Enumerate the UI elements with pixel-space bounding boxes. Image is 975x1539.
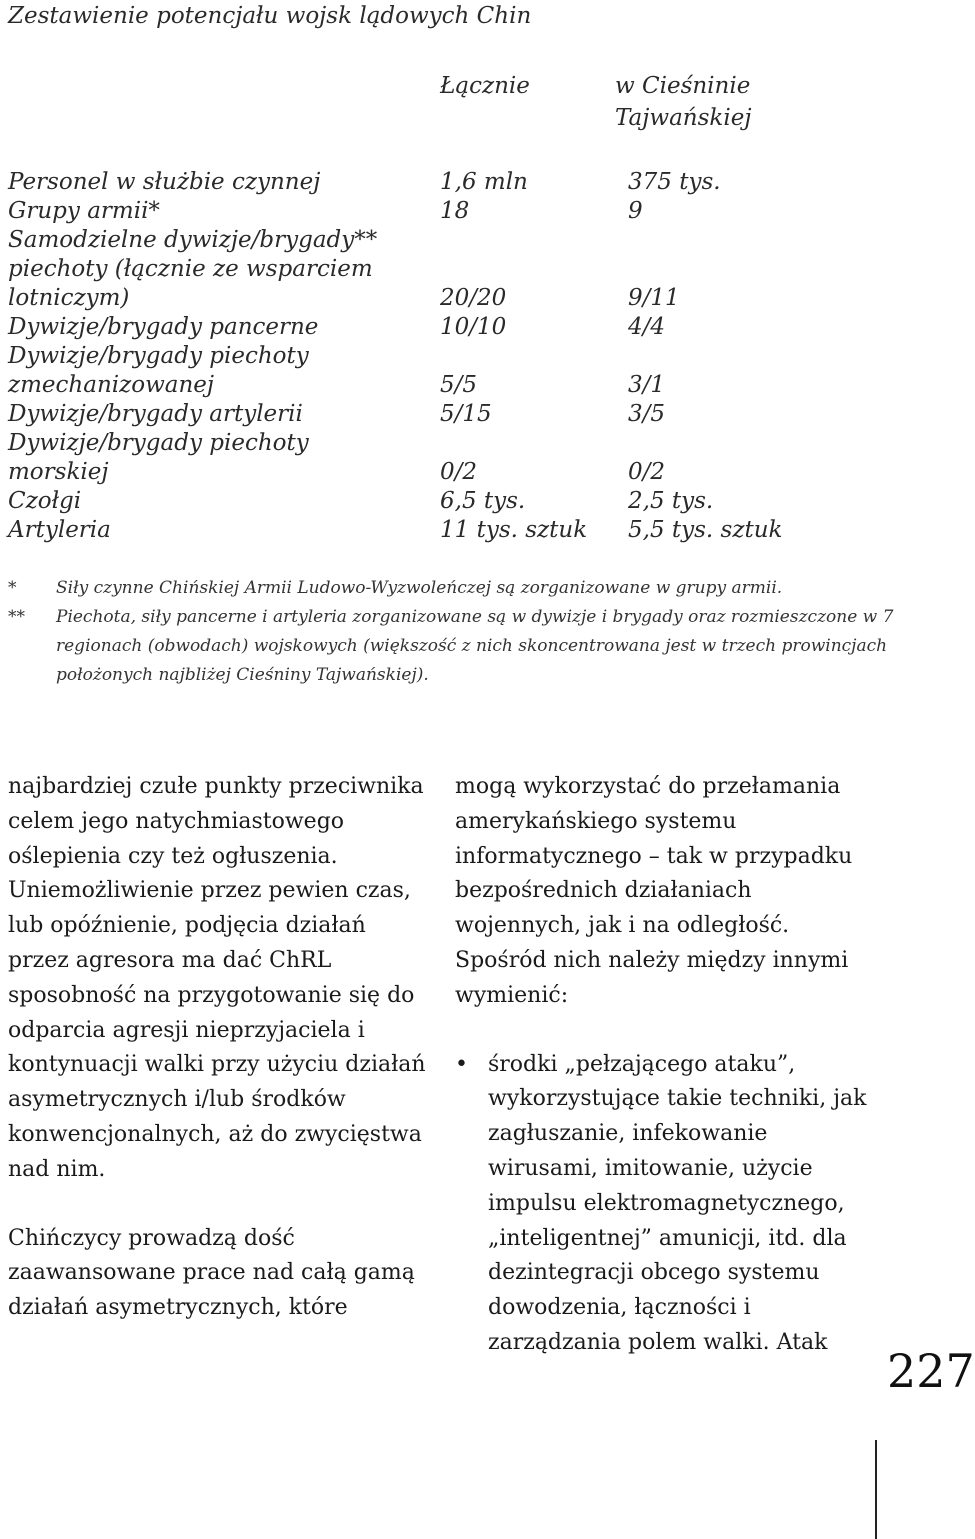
row-label: Dywizje/brygady piechoty: [8, 430, 309, 456]
row-label: piechoty (łącznie ze wsparciem: [8, 256, 373, 282]
row-label: Artyleria: [8, 517, 111, 543]
row-strait: 9/11: [628, 285, 680, 311]
bullet-icon: •: [455, 1051, 468, 1077]
body-paragraph: Chińczycy prowadzą dość zaawansowane prace nad całą gamą działań asymetrycznych, które: [8, 1225, 415, 1321]
page-number: 227: [887, 1344, 975, 1398]
table-title: Zestawienie potencjału wojsk lądowych Chin: [8, 3, 532, 29]
forces-table: [8, 168, 948, 545]
row-total: 0/2: [440, 459, 478, 485]
table-row: [8, 255, 948, 284]
row-strait: 4/4: [628, 314, 666, 340]
row-total: 5/5: [440, 372, 478, 398]
row-total: 20/20: [440, 285, 507, 311]
row-strait: 2,5 tys.: [628, 488, 714, 514]
footnote: [8, 603, 948, 690]
footnote-marker: **: [8, 607, 25, 627]
row-total: 1,6 mln: [440, 169, 528, 195]
row-strait: 0/2: [628, 459, 666, 485]
table-row: [8, 168, 948, 197]
table-row: [8, 458, 948, 487]
bullet-text: środki „pełzającego ataku”, wykorzystujące takie techniki, jak zagłuszanie, infekowanie wirusami, imitowanie, użycie impulsu elektromagnetycznego, „inteligentnej” amunicji, itd. dla dezintegracji obcego systemu dowodzenia, łączności i zarządzania polem walki. Atak: [488, 1051, 867, 1355]
row-label: Personel w służbie czynnej: [8, 169, 321, 195]
table-row: [8, 226, 948, 255]
footnote-text: Siły czynne Chińskiej Armii Ludowo-Wyzwoleńczej są zorganizowane w grupy armii.: [56, 578, 783, 598]
footnote-text: Piechota, siły pancerne i artyleria zorganizowane są w dywizje i brygady oraz rozmieszczone w 7 regionach (obwodach) wojskowych (większość z nich skoncentrowana jest w trzech prowincjach położonych najbliżej Cieśniny Tajwańskiej).: [56, 607, 894, 685]
row-strait: 5,5 tys. sztuk: [628, 517, 783, 543]
row-label: zmechanizowanej: [8, 372, 215, 398]
row-total: 5/15: [440, 401, 492, 427]
table-row: [8, 429, 948, 458]
row-total: 18: [440, 198, 470, 224]
column-header-strait-line2: Tajwańskiej: [615, 105, 752, 131]
body-column-right: [455, 770, 875, 1361]
row-label: Dywizje/brygady artylerii: [8, 401, 303, 427]
row-label: Dywizje/brygady pancerne: [8, 314, 319, 340]
footnote: [8, 574, 948, 603]
row-label: Grupy armii*: [8, 198, 160, 224]
table-row: [8, 313, 948, 342]
footnote-marker: *: [8, 578, 17, 598]
body-paragraph: najbardziej czułe punkty przeciwnika celem jego natychmiastowego oślepienia czy też ogłuszenia. Uniemożliwienie przez pewien czas, lub opóźnienie, podjęcia działań przez agresora ma dać ChRL sposobność na przygotowanie się do odparcia agresji nieprzyjaciela i kontynuacji walki przy użyciu działań asymetrycznych i/lub środków konwencjonalnych, aż do zwycięstwa nad nim.: [8, 774, 426, 1182]
bullet-list-item: [455, 1048, 875, 1361]
table-row: [8, 342, 948, 371]
table-row: [8, 487, 948, 516]
row-label: Samodzielne dywizje/brygady**: [8, 227, 378, 253]
column-header-strait: w Cieśninie: [615, 73, 751, 99]
row-label: lotniczym): [8, 285, 130, 311]
table-row: [8, 516, 948, 545]
table-row: [8, 284, 948, 313]
row-strait: 9: [628, 198, 643, 224]
table-row: [8, 371, 948, 400]
row-strait: 3/5: [628, 401, 666, 427]
row-strait: 375 tys.: [628, 169, 721, 195]
table-row: [8, 197, 948, 226]
row-total: 11 tys. sztuk: [440, 517, 588, 543]
row-total: 6,5 tys.: [440, 488, 526, 514]
row-total: 10/10: [440, 314, 507, 340]
page-rule: [875, 1440, 877, 1539]
table-row: [8, 400, 948, 429]
body-paragraph: mogą wykorzystać do przełamania amerykańskiego systemu informatycznego – tak w przypadku bezpośrednich działaniach wojennych, jak i na odległość. Spośród nich należy między innymi wymienić:: [455, 774, 853, 1008]
row-label: morskiej: [8, 459, 109, 485]
body-column-left: [8, 770, 428, 1326]
row-strait: 3/1: [628, 372, 666, 398]
row-label: Dywizje/brygady piechoty: [8, 343, 309, 369]
column-header-total: Łącznie: [440, 73, 530, 99]
row-label: Czołgi: [8, 488, 82, 514]
table-footnotes: [8, 574, 948, 690]
